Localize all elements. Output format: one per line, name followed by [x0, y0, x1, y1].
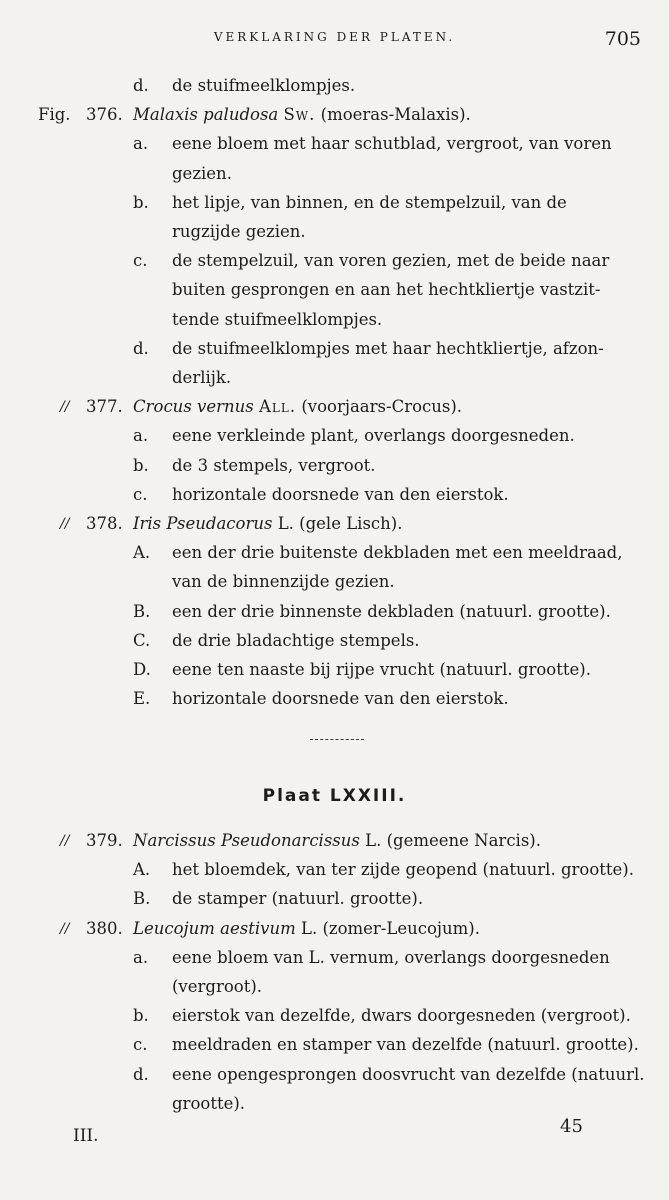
common-name: (gemeene Narcis). — [386, 831, 541, 850]
item-text-line: rugzijde gezien. — [172, 222, 306, 241]
item-text-line: buiten gesprongen en aan het hechtkliertje vastzit- — [172, 280, 601, 300]
figure-title — [133, 918, 480, 940]
item-text-line: de stamper (natuurl. grootte). — [172, 889, 424, 909]
common-name: (gele Lisch). — [299, 514, 403, 533]
item-text-line: derlijk. — [172, 368, 232, 387]
common-name: (moeras-Malaxis). — [320, 105, 471, 125]
species-name: Leucojum aestivum — [133, 918, 296, 938]
species-author: All. — [258, 397, 297, 417]
species-name: Crocus vernus — [133, 397, 254, 417]
item-label: D. — [133, 660, 151, 679]
item-text-line: gezien. — [172, 163, 232, 183]
item-text-line: de drie bladachtige stempels. — [172, 630, 420, 650]
item-label: d. — [133, 76, 149, 95]
item-label: E. — [133, 689, 151, 709]
item-text-line: eene ten naaste bij rijpe vrucht (natuurl. grootte). — [172, 660, 591, 679]
species-author: L. — [277, 514, 294, 533]
page-number: 705 — [604, 28, 641, 50]
fig-label: Fig. — [38, 105, 71, 125]
item-text-line: horizontale doorsnede van den eierstok. — [172, 484, 509, 504]
item-text-line: eierstok van dezelfde, dwars doorgesneden (vergroot). — [172, 1006, 631, 1026]
running-header: VERKLARING DER PLATEN. — [213, 30, 456, 44]
item-label: A. — [133, 860, 151, 880]
figure-number: 380. — [86, 918, 123, 938]
item-text-line: van de binnenzijde gezien. — [172, 572, 395, 592]
figure-title — [133, 104, 471, 126]
item-text-line: een der drie buitenste dekbladen met een meeldraad, — [172, 543, 623, 563]
species-name: Iris Pseudacorus — [133, 514, 273, 533]
item-label: a. — [133, 947, 149, 967]
figure-number: 378. — [86, 514, 123, 533]
item-label: a. — [133, 134, 149, 154]
item-label: d. — [133, 338, 149, 358]
species-author: Sw. — [283, 105, 316, 125]
item-label: b. — [133, 1006, 149, 1026]
item-text-line: het bloemdek, van ter zijde geopend (natuurl. grootte). — [172, 860, 634, 880]
species-author: L. — [365, 831, 382, 850]
common-name: (voorjaars-Crocus). — [301, 397, 463, 417]
item-text-line: eene bloem van L. vernum, overlangs doorgesneden — [172, 947, 610, 967]
figure-title — [133, 513, 402, 535]
item-text-line: de stuifmeelklompjes. — [172, 76, 356, 95]
item-label: a. — [133, 426, 149, 446]
plate-heading: Plaat LXXIII. — [262, 786, 407, 806]
figure-title — [133, 396, 462, 418]
item-text-line: de stuifmeelklompjes met haar hechtkliertje, afzon- — [172, 338, 604, 358]
item-text-line: grootte). — [172, 1093, 246, 1113]
item-label: A. — [133, 543, 151, 563]
figure-title — [133, 830, 541, 852]
item-text-line: het lipje, van binnen, en de stempelzuil, van de — [172, 192, 567, 212]
item-text-line: een der drie binnenste dekbladen (natuurl. grootte). — [172, 601, 611, 621]
item-label: b. — [133, 455, 149, 475]
item-label: d. — [133, 1064, 149, 1084]
item-label: B. — [133, 889, 151, 909]
item-label: b. — [133, 192, 149, 212]
item-label: c. — [133, 484, 148, 504]
ditto-mark: // — [60, 399, 70, 416]
item-text-line: eene verkleinde plant, overlangs doorgesneden. — [172, 426, 575, 446]
ditto-mark: // — [60, 833, 70, 849]
item-label: c. — [133, 1035, 148, 1055]
item-label: c. — [133, 251, 148, 271]
sheet-number: 45 — [560, 1116, 583, 1137]
ditto-mark: // — [60, 920, 70, 937]
item-text-line: eene opengesprongen doosvrucht van dezelfde (natuurl. — [172, 1064, 645, 1084]
figure-number: 379. — [86, 831, 123, 850]
common-name: (zomer-Leucojum). — [322, 918, 480, 938]
ditto-mark: // — [60, 516, 70, 532]
item-text-line: (vergroot). — [172, 977, 263, 996]
figure-number: 377. — [86, 397, 123, 417]
figure-number: 376. — [86, 105, 123, 125]
species-author: L. — [300, 918, 318, 938]
signature-mark: III. — [73, 1126, 99, 1146]
species-name: Narcissus Pseudonarcissus — [133, 831, 360, 850]
item-text-line: de 3 stempels, vergroot. — [172, 455, 376, 475]
item-label: C. — [133, 630, 151, 650]
item-text-line: de stempelzuil, van voren gezien, met de beide naar — [172, 251, 610, 271]
species-name: Malaxis paludosa — [133, 105, 279, 125]
section-divider — [310, 739, 364, 740]
item-text-line: tende stuifmeelklompjes. — [172, 309, 383, 329]
item-text-line: meeldraden en stamper van dezelfde (natuurl. grootte). — [172, 1035, 639, 1055]
item-label: B. — [133, 601, 151, 621]
item-text-line: eene bloem met haar schutblad, vergroot, van voren — [172, 134, 612, 154]
item-text-line: horizontale doorsnede van den eierstok. — [172, 689, 509, 709]
